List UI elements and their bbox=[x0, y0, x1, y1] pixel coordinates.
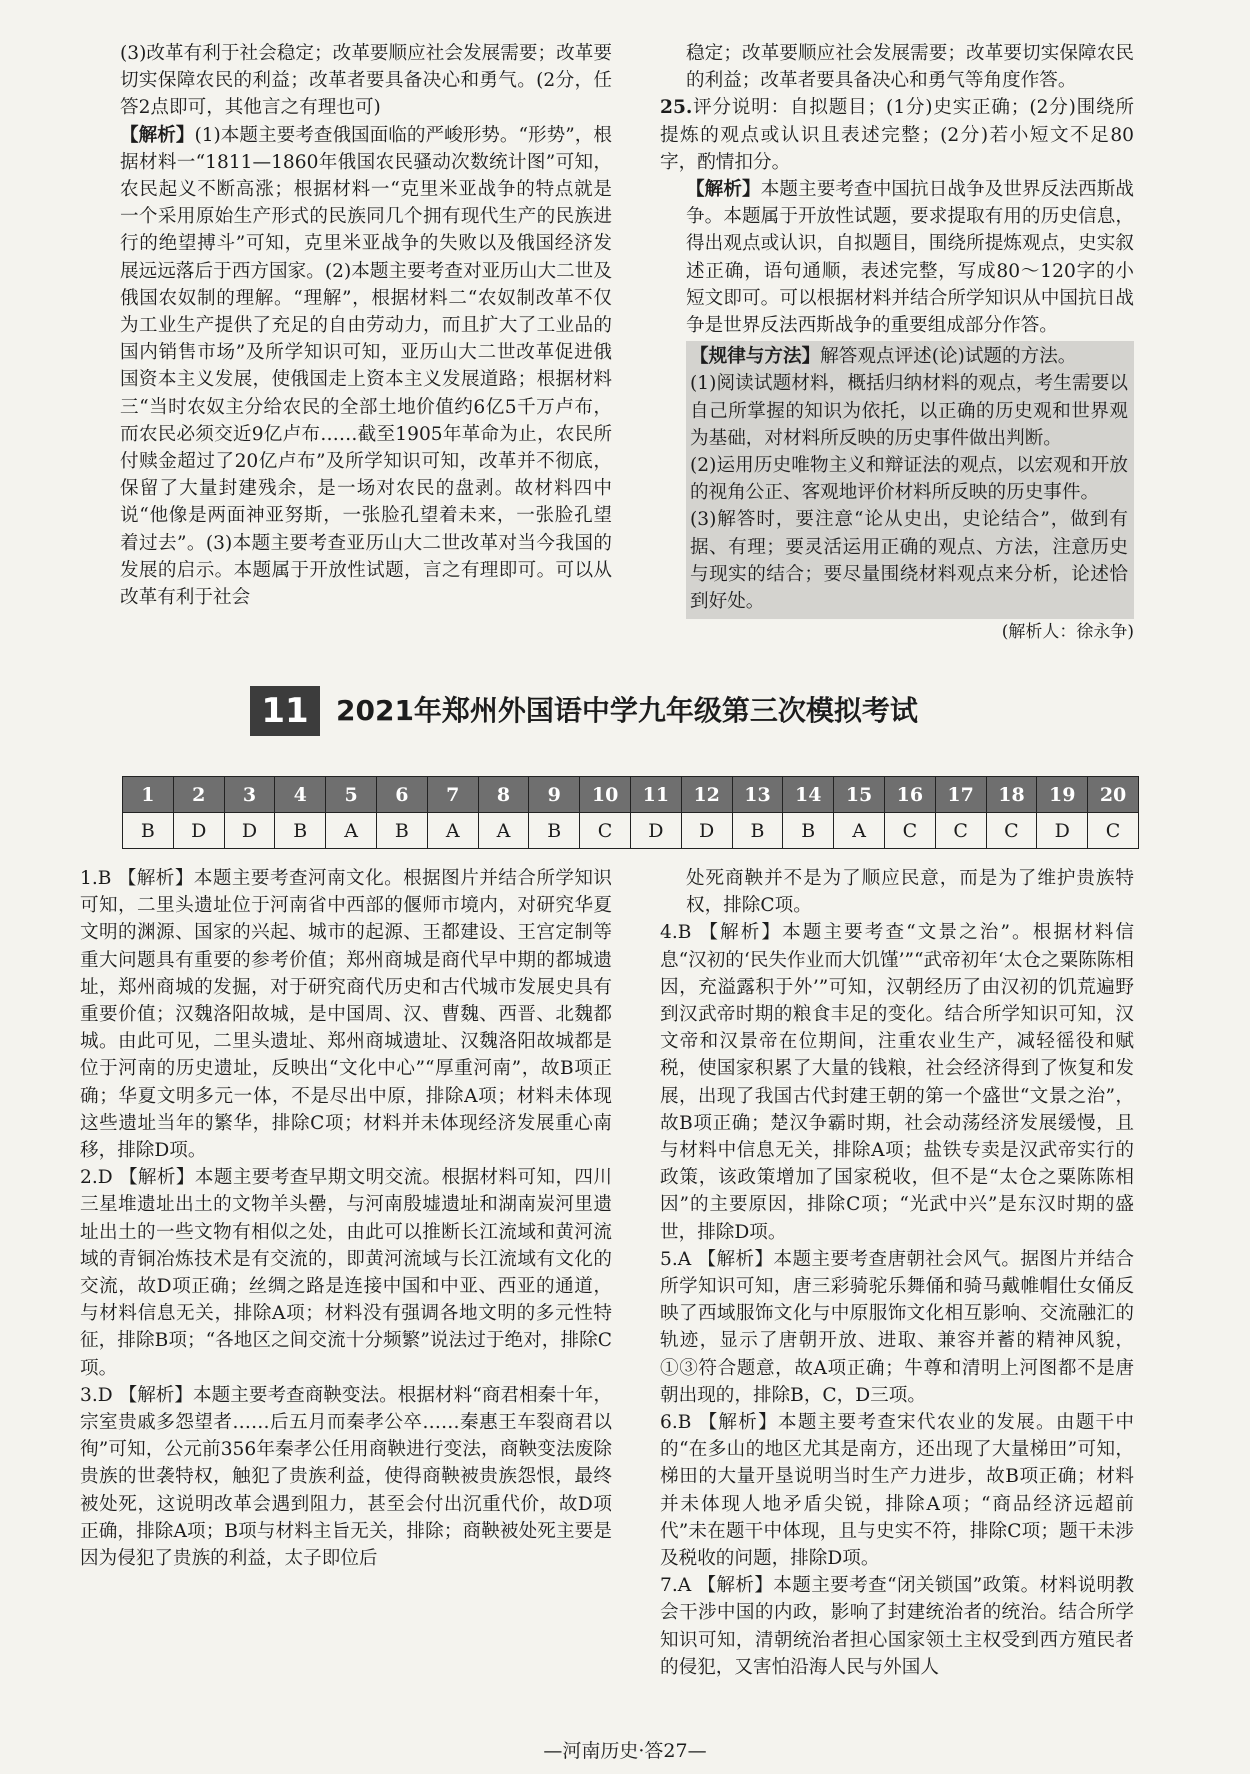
top-left-column bbox=[120, 40, 612, 611]
question-number-cell: 5 bbox=[326, 777, 377, 813]
analysis-tag: 【解析】 bbox=[120, 124, 195, 146]
section-title: 2021年郑州外国语中学九年级第三次模拟考试 bbox=[336, 694, 918, 727]
answer-item-6: 6.B 【解析】本题主要考查宋代农业的发展。由题干中的“在多山的地区尤其是南方，还出现了大量梯田”可知，梯田的大量开垦说明当时生产力进步，故B项正确；材料并未体现人地矛盾尖锐，排除A项；“商品经济远超前代”未在题干中体现，且与史实不符，排除C项；题干未涉及税收的问题，排除D项。 bbox=[660, 1412, 1134, 1570]
scoring-note: 评分说明：自拟题目；(1分)史实正确；(2分)围绕所提炼的观点或认识且表述完整；(2分)若小短文不足80字，酌情扣分。 bbox=[660, 97, 1134, 173]
answer-cell: B bbox=[783, 813, 834, 849]
question-number-cell: 2 bbox=[173, 777, 224, 813]
answer-cell: B bbox=[376, 813, 427, 849]
answer-cell: B bbox=[123, 813, 174, 849]
question-25 bbox=[660, 94, 1134, 176]
answer-cell: C bbox=[580, 813, 631, 849]
answer-cell: D bbox=[173, 813, 224, 849]
continued-text: 处死商鞅并不是为了顺应民意，而是为了维护贵族特权，排除C项。 bbox=[686, 868, 1134, 917]
answer-cell: D bbox=[681, 813, 732, 849]
answer-cell: C bbox=[1088, 813, 1139, 849]
analysis-text: (1)本题主要考查俄国面临的严峻形势。“形势”，根据材料一“1811—1860年俄国农民骚动次数统计图”可知，农民起义不断高涨；根据材料一“克里米亚战争的特点就是一个采用原始生产形式的民族同几个拥有现代生产的民族进行的绝望搏斗”可知，克里米亚战争的失败以及俄国经济发展远远落后于西方国家。(2)本题主要考查对亚历山大二世及俄国农奴制的理解。“理解”，根据材料二“农奴制改革不仅为工业生产提供了充足的自由劳动力，而且扩大了工业品的国内销售市场”及所学知识可知，亚历山大二世改革促进俄国资本主义发展，使俄国走上资本主义发展道路；根据材料三“当时农奴主分给农民的全部土地价值约6亿5千万卢布，而农民必须交近9亿卢布……截至1905年革命为止，农民所付赎金超过了20亿卢布”及所学知识可知，改革并不彻底，保留了大量封建残余，是一场对农民的盘剥。故材料四中说“他像是两面神亚努斯，一张脸孔望着未来，一张脸孔望着过去”。(3)本题主要考查亚历山大二世改革对当今我国的发展的启示。本题属于开放性试题，言之有理即可。可以从改革有利于社会 bbox=[120, 124, 612, 609]
question-number-cell: 9 bbox=[529, 777, 580, 813]
question-number-cell: 10 bbox=[580, 777, 631, 813]
question-number-cell: 15 bbox=[834, 777, 885, 813]
answer-key-table bbox=[122, 776, 1139, 849]
answer-item-1: 1.B 【解析】本题主要考查河南文化。根据图片并结合所学知识可知，二里头遗址位于河南省中西部的偃师市境内，对研究华夏文明的渊源、国家的兴起、城市的起源、王都建设、王宫定制等重大问题具有重要的参考价值；郑州商城是商代早中期的都城遗址，郑州商城的发掘，对于研究商代历史和古代城市发展史具有重要价值；汉魏洛阳故城，是中国周、汉、曹魏、西晋、北魏都城。由此可见，二里头遗址、郑州商城遗址、汉魏洛阳故城都是位于河南的历史遗址，反映出“文化中心”“厚重河南”，故B项正确；华夏文明多元一体，不是尽出中原，排除A项；材料未体现这些遗址当年的繁华，排除C项；材料并未体现经济发展重心南移，排除D项。 bbox=[80, 868, 612, 1162]
tip-item-3: (3)解答时，要注意“论从史出，史论结合”，做到有据、有理；要灵活运用正确的观点、方法，注意历史与现实的结合；要尽量围绕材料观点来分析，论述恰到好处。 bbox=[690, 509, 1128, 613]
answer-cell: C bbox=[986, 813, 1037, 849]
question-number-cell: 3 bbox=[224, 777, 275, 813]
answer-cell: B bbox=[529, 813, 580, 849]
answer-cell: D bbox=[1037, 813, 1088, 849]
question-number-cell: 14 bbox=[783, 777, 834, 813]
tip-tag: 【规律与方法】 bbox=[690, 346, 821, 368]
question-number-cell: 1 bbox=[123, 777, 174, 813]
answer-item-4: 4.B 【解析】本题主要考查“文景之治”。根据材料信息“汉初的‘民失作业而大饥馑’”“武帝初年‘太仓之粟陈陈相因，充溢露积于外’”可知，汉朝经历了由汉初的饥荒遍野到汉武帝时期的粮食丰足的变化。结合所学知识可知，汉文帝和汉景帝在位期间，注重农业生产，减轻徭役和赋税，使国家积累了大量的钱粮，社会经济得到了恢复和发展，出现了我国古代封建王朝的第一个盛世“文景之治”，故B项正确；楚汉争霸时期，社会动荡经济发展缓慢，且与材料中信息无关，排除A项；盐铁专卖是汉武帝实行的政策，该政策增加了国家税收，但不是“太仓之粟陈陈相因”的主要原因，排除C项；“光武中兴”是东汉时期的盛世，排除D项。 bbox=[660, 922, 1134, 1243]
answer-item-2: 2.D 【解析】本题主要考查早期文明交流。根据材料可知，四川三星堆遗址出土的文物羊头罍，与河南殷墟遗址和湖南炭河里遗址出土的一些文物有相似之处，由此可以推断长江流域和黄河流域的青铜冶炼技术是有交流的，即黄河流域与长江流域有文化的交流，故D项正确；丝绸之路是连接中国和中亚、西亚的通道，与材料信息无关，排除A项；材料没有强调各地文明的多元性特征，排除B项；“各地区之间交流十分频繁”说法过于绝对，排除C项。 bbox=[80, 1167, 612, 1379]
question-number-cell: 7 bbox=[427, 777, 478, 813]
question-number-row bbox=[123, 777, 1139, 813]
answer-cell: A bbox=[326, 813, 377, 849]
question-number-cell: 20 bbox=[1088, 777, 1139, 813]
answer-cell: C bbox=[884, 813, 935, 849]
question-number: 25. bbox=[660, 97, 693, 119]
tip-heading bbox=[690, 343, 1128, 370]
answer-item-3: 3.D 【解析】本题主要考查商鞅变法。根据材料“商君相秦十年，宗室贵戚多怨望者……后五月而秦孝公卒……秦惠王车裂商君以徇”可知，公元前356年秦孝公任用商鞅进行变法，商鞅变法废除贵族的世袭特权，触犯了贵族利益，使得商鞅被贵族怨恨，最终被处死，这说明改革会遇到阻力，甚至会付出沉重代价，故D项正确，排除A项；B项与材料主旨无关，排除；商鞅被处死主要是因为侵犯了贵族的利益，太子即位后 bbox=[80, 1384, 612, 1570]
section-header bbox=[250, 686, 1050, 736]
tip-intro: 解答观点评述(论)试题的方法。 bbox=[820, 346, 1077, 368]
analysis-paragraph bbox=[120, 122, 612, 612]
question-number-cell: 6 bbox=[376, 777, 427, 813]
answer-cell: C bbox=[935, 813, 986, 849]
continued-text: 稳定；改革要顺应社会发展需要；改革要切实保障农民的利益；改革者要具备决心和勇气等角度作答。 bbox=[686, 43, 1134, 92]
question-number-cell: 8 bbox=[478, 777, 529, 813]
answer-row bbox=[123, 813, 1139, 849]
answer-part-3: (3)改革有利于社会稳定；改革要顺应社会发展需要；改革要切实保障农民的利益；改革者要具备决心和勇气。(2分，任答2点即可，其他言之有理也可) bbox=[120, 43, 612, 119]
question-number-cell: 4 bbox=[275, 777, 326, 813]
analysis-text: 本题主要考查中国抗日战争及世界反法西斯战争。本题属于开放性试题，要求提取有用的历史信息，得出观点或认识，自拟题目，围绕所提炼观点，史实叙述正确，语句通顺，表述完整，写成80～120字的小短文即可。可以根据材料并结合所学知识从中国抗日战争是世界反法西斯战争的重要组成部分作答。 bbox=[686, 179, 1134, 337]
answer-item-5: 5.A 【解析】本题主要考查唐朝社会风气。据图片并结合所学知识可知，唐三彩骑驼乐舞俑和骑马戴帷帽仕女俑反映了西域服饰文化与中原服饰文化相互影响、交流融汇的轨迹，显示了唐朝开放、进取、兼容并蓄的精神风貌，①③符合题意，故A项正确；牛尊和清明上河图都不是唐朝出现的，排除B，C，D三项。 bbox=[660, 1248, 1134, 1406]
answer-cell: D bbox=[224, 813, 275, 849]
section-number-badge: 11 bbox=[250, 686, 320, 736]
tip-item-2: (2)运用历史唯物主义和辩证法的观点，以宏观和开放的视角公正、客观地评价材料所反映的历史事件。 bbox=[690, 455, 1128, 504]
question-number-cell: 13 bbox=[732, 777, 783, 813]
tip-item-1: (1)阅读试题材料，概括归纳材料的观点，考生需要以自己所掌握的知识为依托，以正确的历史观和世界观为基础，对材料所反映的历史事件做出判断。 bbox=[690, 373, 1128, 449]
analysis-tag: 【解析】 bbox=[686, 179, 761, 201]
question-number-cell: 11 bbox=[630, 777, 681, 813]
question-number-cell: 12 bbox=[681, 777, 732, 813]
answer-cell: B bbox=[275, 813, 326, 849]
bottom-right-column bbox=[660, 865, 1134, 1681]
page-footer: —河南历史·答27— bbox=[543, 1740, 707, 1762]
question-number-cell: 17 bbox=[935, 777, 986, 813]
answer-cell: A bbox=[834, 813, 885, 849]
answer-cell: A bbox=[478, 813, 529, 849]
answer-cell: B bbox=[732, 813, 783, 849]
question-number-cell: 18 bbox=[986, 777, 1037, 813]
question-number-cell: 16 bbox=[884, 777, 935, 813]
answer-item-7: 7.A 【解析】本题主要考查“闭关锁国”政策。材料说明教会干涉中国的内政，影响了封建统治者的统治。结合所学知识可知，清朝统治者担心国家领土主权受到西方殖民者的侵犯，又害怕沿海人民与外国人 bbox=[660, 1575, 1134, 1678]
answer-cell: D bbox=[630, 813, 681, 849]
method-tip-box bbox=[686, 341, 1134, 619]
question-number-cell: 19 bbox=[1037, 777, 1088, 813]
analyst-credit: (解析人：徐永争) bbox=[1001, 622, 1134, 643]
analysis-paragraph bbox=[660, 176, 1134, 339]
answer-cell: A bbox=[427, 813, 478, 849]
bottom-left-column bbox=[80, 865, 612, 1572]
top-right-column bbox=[660, 40, 1134, 646]
